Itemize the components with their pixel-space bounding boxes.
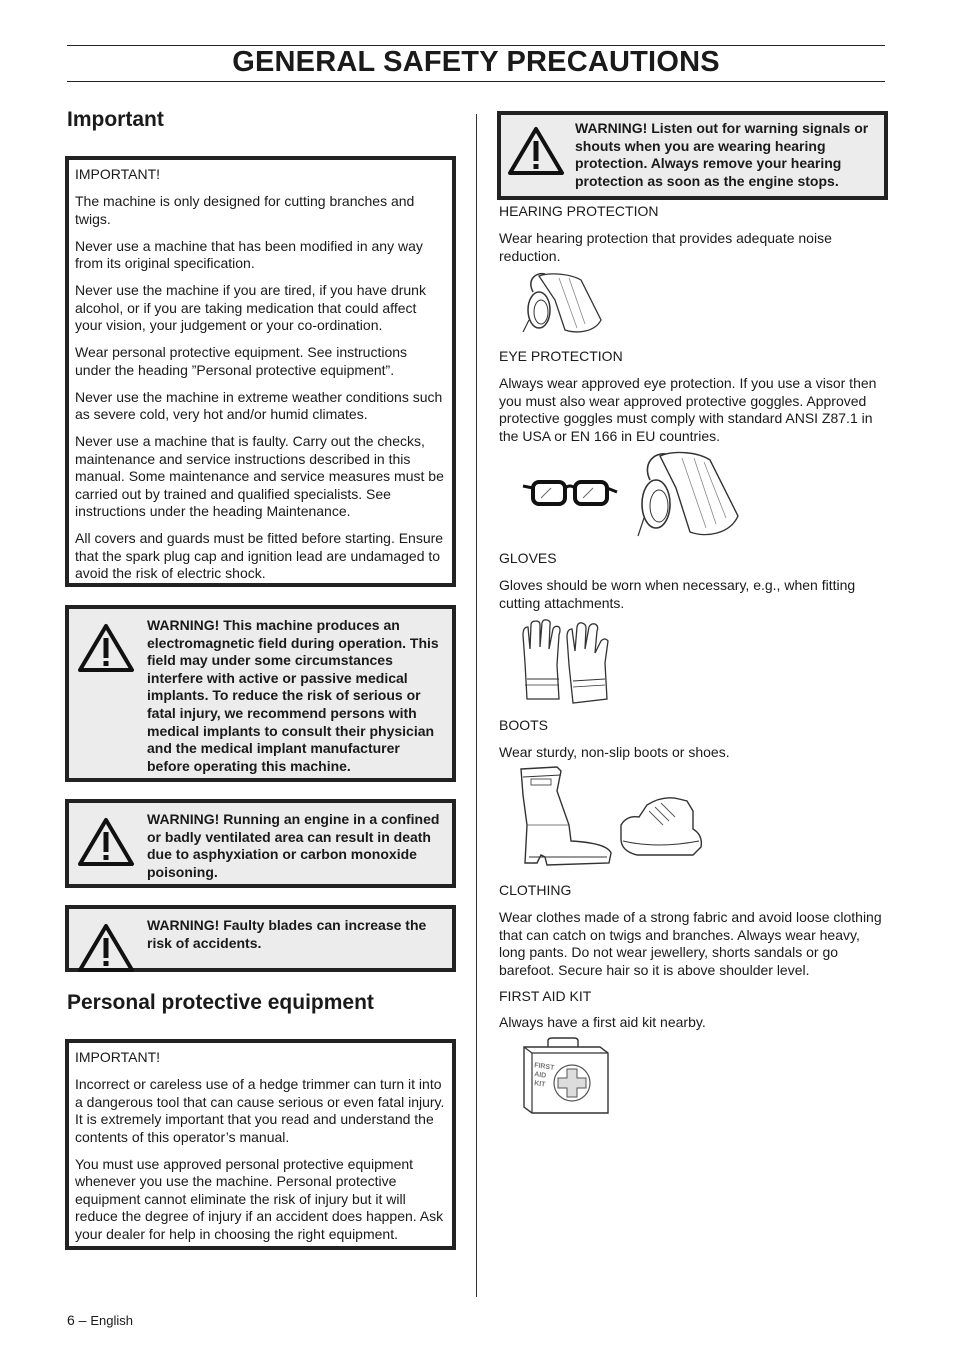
warning-triangle-icon [77,817,135,867]
important-paragraph: All covers and guards must be fitted before starting. Ensure that the spark plug cap and ignition lead are undamaged to avoid the risk of electric shock. [75,530,444,581]
ppe-important-box [65,1039,456,1250]
first-aid-kit-icon [520,1037,610,1115]
important-paragraph: Never use a machine that has been modified in any way from its original specification. [75,237,423,271]
page-number: 6 – [67,1312,87,1328]
boots-heading: BOOTS [499,717,549,733]
warning-hearing-box [497,111,888,200]
important-box [65,156,456,587]
gloves-heading: GLOVES [499,550,557,566]
important-paragraph: The machine is only designed for cutting branches and twigs. [75,193,415,227]
ppe-paragraph: You must use approved personal protective equipment whenever you use the machine. Personal protective equipment cannot eliminate the risk of injury but it will reduce the degree of injury if an accident does happen. Ask your dealer for help in choosing the right equipment. [75,1155,444,1242]
warning-triangle-icon [77,923,135,973]
warning-blades-box [65,905,456,972]
important-paragraph: Never use the machine if you are tired, if you have drunk alcohol, or if you are taking medication that could affect your vision, your judgement or your co-ordination. [75,282,426,333]
important-paragraph: Wear personal protective equipment. See instructions under the heading ”Personal protective equipment”. [75,344,408,378]
boots-text: Wear sturdy, non-slip boots or shoes. [499,744,730,760]
warning-hearing-text: WARNING! Listen out for warning signals or shouts when you are wearing hearing protection. Always remove your hearing protection as soon as the engine stops. [575,120,869,189]
ppe-paragraph: Incorrect or careless use of a hedge trimmer can turn it into a dangerous tool that can cause serious or even fatal injury. It is extremely important that you read and understand the contents of this operator’s manual. [75,1076,445,1145]
first-aid-kit-heading: FIRST AID KIT [499,988,592,1004]
warning-triangle-icon [507,126,565,176]
important-heading: Important [67,108,164,131]
ppe-important-label: IMPORTANT! [75,1049,161,1065]
svg-text:KIT: KIT [533,1080,546,1089]
warning-confined-box [65,799,456,888]
page-title: GENERAL SAFETY PRECAUTIONS [232,46,720,78]
hearing-protection-heading: HEARING PROTECTION [499,203,659,219]
goggles-icon [521,476,619,510]
eye-protection-text: Always wear approved eye protection. If you use a visor then you must also wear approved protective goggles. Approved protective goggles must comply with standard ANSI Z87.1 in the USA or EN 166 in EU countries. [499,375,877,444]
title-rule-bottom [67,81,885,82]
important-paragraph: Never use the machine in extreme weather conditions such as severe cold, very hot and/or humid climates. [75,388,443,422]
important-label: IMPORTANT! [75,166,161,182]
gloves-icon [519,619,611,705]
important-paragraph: Never use a machine that is faulty. Carry out the checks, maintenance and service instructions described in this manual. Some maintenance and service measures must be carried out by trained and qualified specialists. See instructions under the heading Maintenance. [75,433,444,519]
warning-blades-text: WARNING! Faulty blades can increase the risk of accidents. [147,917,427,951]
page-footer [67,1312,133,1328]
warning-triangle-icon [77,623,135,673]
warning-emf-text: WARNING! This machine produces an electromagnetic field during operation. This field may under some circumstances interfere with active or passive medical implants. To reduce the risk of serious or fatal injury, we recommend persons with medical implants to consult their physician and the medical implant manufacturer before operating this machine. [147,617,439,774]
svg-text:FIRST: FIRST [533,1062,555,1072]
svg-text:AID: AID [533,1071,547,1080]
first-aid-kit-text: Always have a first aid kit nearby. [499,1014,706,1030]
gloves-text: Gloves should be worn when necessary, e.g., when fitting cutting attachments. [499,577,856,611]
column-divider [476,114,477,1297]
warning-confined-text: WARNING! Running an engine in a confined or badly ventilated area can result in death due to asphyxiation or carbon monoxide poisoning. [147,811,440,880]
ppe-heading: Personal protective equipment [67,991,374,1014]
eye-protection-heading: EYE PROTECTION [499,348,623,364]
footer-language: English [90,1313,133,1328]
hearing-protection-text: Wear hearing protection that provides adequate noise reduction. [499,230,832,264]
clothing-text: Wear clothes made of a strong fabric and avoid loose clothing that can catch on twigs and branches. Always wear heavy, long pants. Do not wear jewellery, shorts sandals or go barefoot. Secure hair so it is above shoulder level. [499,909,882,978]
warning-emf-box [65,605,456,782]
ear-muffs-visor-icon [519,270,603,336]
ear-muffs-visor-icon [632,448,740,540]
clothing-heading: CLOTHING [499,882,572,898]
boots-icon [517,765,707,871]
